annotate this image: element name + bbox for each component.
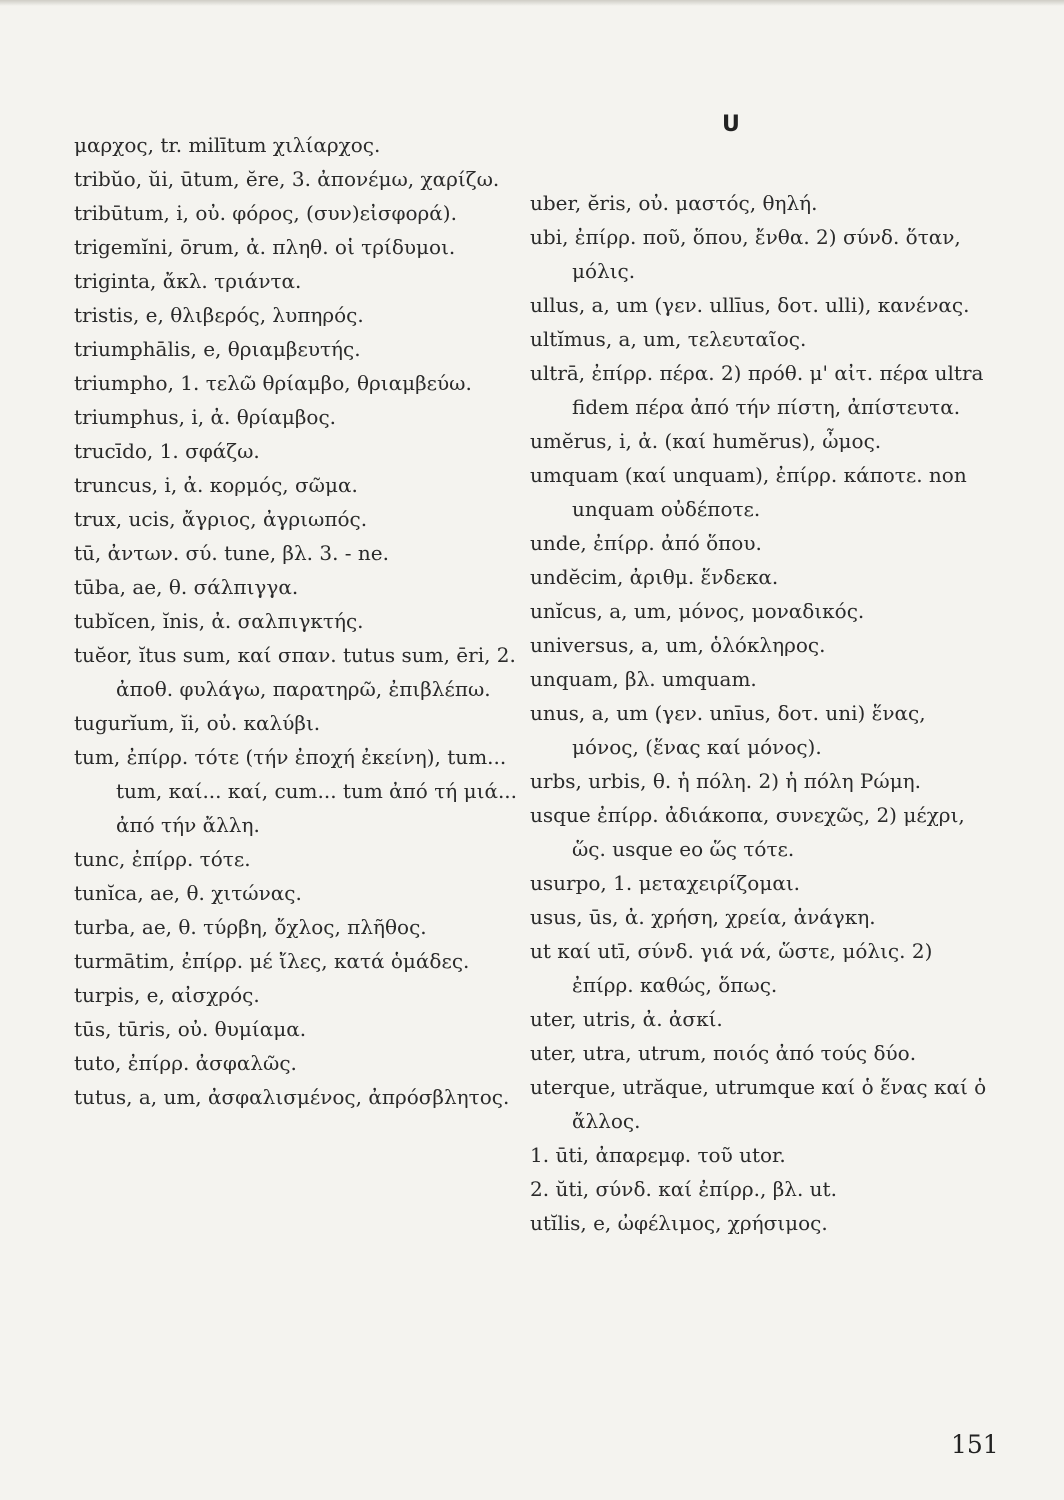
entry-right-20: uter, utra, utrum, ποιός ἀπό τούς δύο. xyxy=(530,1041,917,1065)
entry-right-5: ultrā, ἐπίρρ. πέρα. 2) πρόθ. μ' αἰτ. πέρα ultra fidem πέρα ἀπό τήν πίστη, ἀπίστευτα. xyxy=(530,361,984,419)
entry-left-17: tugurĭum, ĭi, οὐ. καλύβι. xyxy=(74,711,321,735)
right-column xyxy=(530,120,992,1240)
entry-right-10: unĭcus, a, um, μόνος, μοναδικός. xyxy=(530,599,865,623)
entry-right-22: 1. ūti, ἀπαρεμφ. τοῦ utor. xyxy=(530,1143,786,1167)
entry-right-11: universus, a, um, ὁλόκληρος. xyxy=(530,633,826,657)
entry-right-15: usque ἐπίρρ. ἀδιάκοπα, συνεχῶς, 2) μέχρι, ὥς. usque eo ὥς τότε. xyxy=(530,803,965,861)
entry-left-4: trigemĭni, ōrum, ἀ. πληθ. οἱ τρίδυμοι. xyxy=(74,235,456,259)
entry-left-14: tūba, ae, θ. σάλπιγγα. xyxy=(74,575,299,599)
entry-right-17: usus, ūs, ἀ. χρήση, χρεία, ἀνάγκη. xyxy=(530,905,876,929)
entry-left-10: trucīdo, 1. σφάζω. xyxy=(74,439,260,463)
entry-right-7: umquam (καί unquam), ἐπίρρ. κάποτε. non unquam οὐδέποτε. xyxy=(530,463,967,521)
entry-right-24: utĭlis, e, ὠφέλιμος, χρήσιμος. xyxy=(530,1211,828,1235)
left-column xyxy=(74,128,524,1114)
entry-right-13: unus, a, um (γεν. unīus, δοτ. uni) ἕνας, μόνος, (ἕνας καί μόνος). xyxy=(530,701,926,759)
entry-right-14: urbs, urbis, θ. ἡ πόλη. 2) ἡ πόλη Ρώμη. xyxy=(530,769,922,793)
entry-left-24: tūs, tūris, οὐ. θυμίαμα. xyxy=(74,1017,307,1041)
entry-left-8: triumpho, 1. τελῶ θρίαμβο, θριαμβεύω. xyxy=(74,371,472,395)
entry-left-16: tuĕor, ĭtus sum, καί σπαν. tutus sum, ēri, 2. ἀποθ. φυλάγω, παρατηρῶ, ἐπιβλέπω. xyxy=(74,643,516,701)
entry-left-25: tuto, ἐπίρρ. ἀσφαλῶς. xyxy=(74,1051,297,1075)
entry-left-5: triginta, ἄκλ. τριάντα. xyxy=(74,269,302,293)
entry-left-18: tum, ἐπίρρ. τότε (τήν ἐποχή ἐκείνη), tum... tum, καί... καί, cum... tum ἀπό τή μιά... ἀπό τήν ἄλλη. xyxy=(74,745,518,837)
entry-left-12: trux, ucis, ἄγριος, ἀγριωπός. xyxy=(74,507,368,531)
entry-right-19: uter, utris, ἀ. ἀσκί. xyxy=(530,1007,723,1031)
entry-right-3: ullus, a, um (γεν. ullīus, δοτ. ulli), κανένας. xyxy=(530,293,970,317)
entry-left-1: μαρχος, tr. milītum χιλίαρχος. xyxy=(74,133,381,157)
page-number: 151 xyxy=(951,1430,999,1459)
entry-right-2: ubi, ἐπίρρ. ποῦ, ὅπου, ἔνθα. 2) σύνδ. ὅταν, μόλις. xyxy=(530,225,961,283)
entry-left-21: turba, ae, θ. τύρβη, ὄχλος, πλῆθος. xyxy=(74,915,427,939)
entry-right-6: umĕrus, i, ἀ. (καί humĕrus), ὦμος. xyxy=(530,429,882,453)
entry-left-6: tristis, e, θλιβερός, λυπηρός. xyxy=(74,303,364,327)
entry-right-21: uterque, utrăque, utrumque καί ὁ ἕνας καί ὁ ἄλλος. xyxy=(530,1075,987,1133)
entry-right-8: unde, ἐπίρρ. ἀπό ὅπου. xyxy=(530,531,762,555)
entry-left-20: tunĭca, ae, θ. χιτώνας. xyxy=(74,881,302,905)
entry-left-3: tribūtum, i, οὐ. φόρος, (συν)εἰσφορά). xyxy=(74,201,457,225)
section-letter-heading: U xyxy=(722,112,740,137)
entry-right-1: uber, ĕris, οὐ. μαστός, θηλή. xyxy=(530,191,818,215)
entry-right-4: ultĭmus, a, um, τελευταῖος. xyxy=(530,327,807,351)
entry-left-22: turmātim, ἐπίρρ. μέ ἴλες, κατά ὁμάδες. xyxy=(74,949,470,973)
entry-right-23: 2. ŭti, σύνδ. καί ἐπίρρ., βλ. ut. xyxy=(530,1177,837,1201)
scan-edge-shadow xyxy=(0,0,1064,6)
entry-right-12: unquam, βλ. umquam. xyxy=(530,667,757,691)
entry-left-2: tribŭo, ŭi, ūtum, ĕre, 3. ἀπονέμω, χαρίζω. xyxy=(74,167,500,191)
entry-left-15: tubĭcen, ĭnis, ἀ. σαλπιγκτής. xyxy=(74,609,364,633)
entry-right-16: usurpo, 1. μεταχειρίζομαι. xyxy=(530,871,801,895)
entry-right-18: ut καί utī, σύνδ. γιά νά, ὥστε, μόλις. 2) ἐπίρρ. καθώς, ὅπως. xyxy=(530,939,933,997)
entry-left-9: triumphus, i, ἀ. θρίαμβος. xyxy=(74,405,337,429)
entry-left-23: turpis, e, αἰσχρός. xyxy=(74,983,260,1007)
entry-left-7: triumphālis, e, θριαμβευτής. xyxy=(74,337,361,361)
entry-left-11: truncus, i, ἀ. κορμός, σῶμα. xyxy=(74,473,358,497)
entry-left-26: tutus, a, um, ἀσφαλισμένος, ἀπρόσβλητος. xyxy=(74,1085,510,1109)
column-spacer xyxy=(530,120,992,186)
entry-left-13: tū, ἀντων. σύ. tune, βλ. 3. - ne. xyxy=(74,541,389,565)
entry-right-9: undĕcim, ἀριθμ. ἕνδεκα. xyxy=(530,565,779,589)
entry-left-19: tunc, ἐπίρρ. τότε. xyxy=(74,847,251,871)
